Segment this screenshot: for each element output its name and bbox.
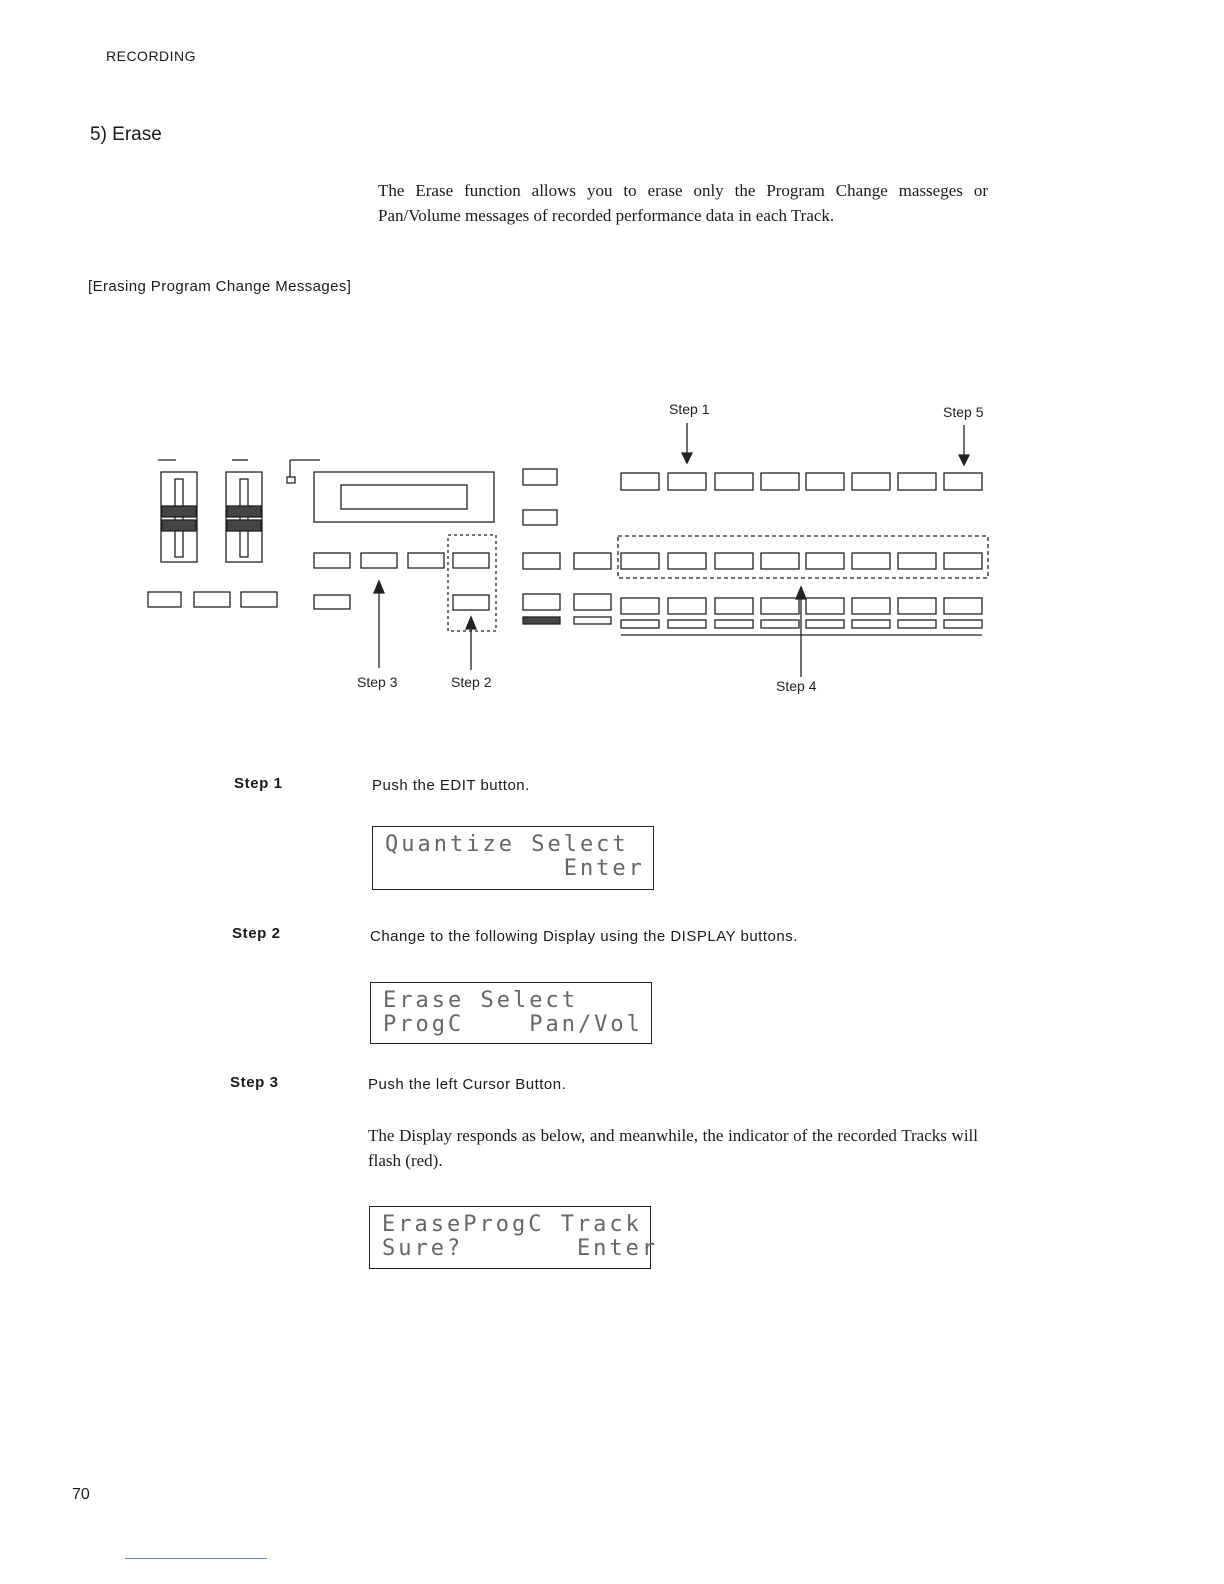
intro-paragraph: The Erase function allows you to erase only the Program Change masseges or Pan/Volume messages of recorded performance data in each Track. xyxy=(378,181,988,225)
lcd-line-2: ProgC Pan/Vol xyxy=(383,1012,643,1037)
step-5-callout: Step 5 xyxy=(943,404,984,420)
running-header: RECORDING xyxy=(106,48,197,64)
enter-button xyxy=(944,473,982,490)
step-1-callout: Step 1 xyxy=(669,401,710,417)
step-3-callout: Step 3 xyxy=(357,674,398,690)
lcd-display-step-1 xyxy=(372,826,654,890)
step-2-callout: Step 2 xyxy=(451,674,492,690)
lcd-line-1: Quantize Select xyxy=(385,832,629,857)
footer-rule xyxy=(125,1558,267,1559)
step-4-callout: Step 4 xyxy=(776,678,817,694)
lcd-line-1: Erase Select xyxy=(383,988,578,1013)
display-button-up xyxy=(453,553,489,568)
display-button-down xyxy=(453,595,489,610)
page-number: 70 xyxy=(72,1486,90,1503)
subheading: [Erasing Program Change Messages] xyxy=(88,278,352,295)
edit-button xyxy=(668,473,706,490)
lcd-display-step-2 xyxy=(370,982,652,1044)
lcd-display-step-3 xyxy=(369,1206,659,1269)
step-1-instruction: Push the EDIT button. xyxy=(372,777,530,794)
step-1-label: Step 1 xyxy=(234,775,283,792)
section-title: 5) Erase xyxy=(90,124,162,145)
front-panel-diagram xyxy=(140,395,1000,705)
step-2-instruction: Change to the following Display using the DISPLAY buttons. xyxy=(370,928,798,945)
step-2-label: Step 2 xyxy=(232,925,281,942)
lcd-line-2: Sure? Enter xyxy=(382,1236,659,1261)
step-3-note: The Display responds as below, and meanwhile, the indicator of the recorded Tracks will flash (red). xyxy=(368,1126,978,1170)
lcd-line-2: Enter xyxy=(385,856,645,881)
lcd-line-1: EraseProgC Track xyxy=(382,1212,642,1237)
step-3-label: Step 3 xyxy=(230,1074,279,1091)
step-3-instruction: Push the left Cursor Button. xyxy=(368,1076,567,1093)
